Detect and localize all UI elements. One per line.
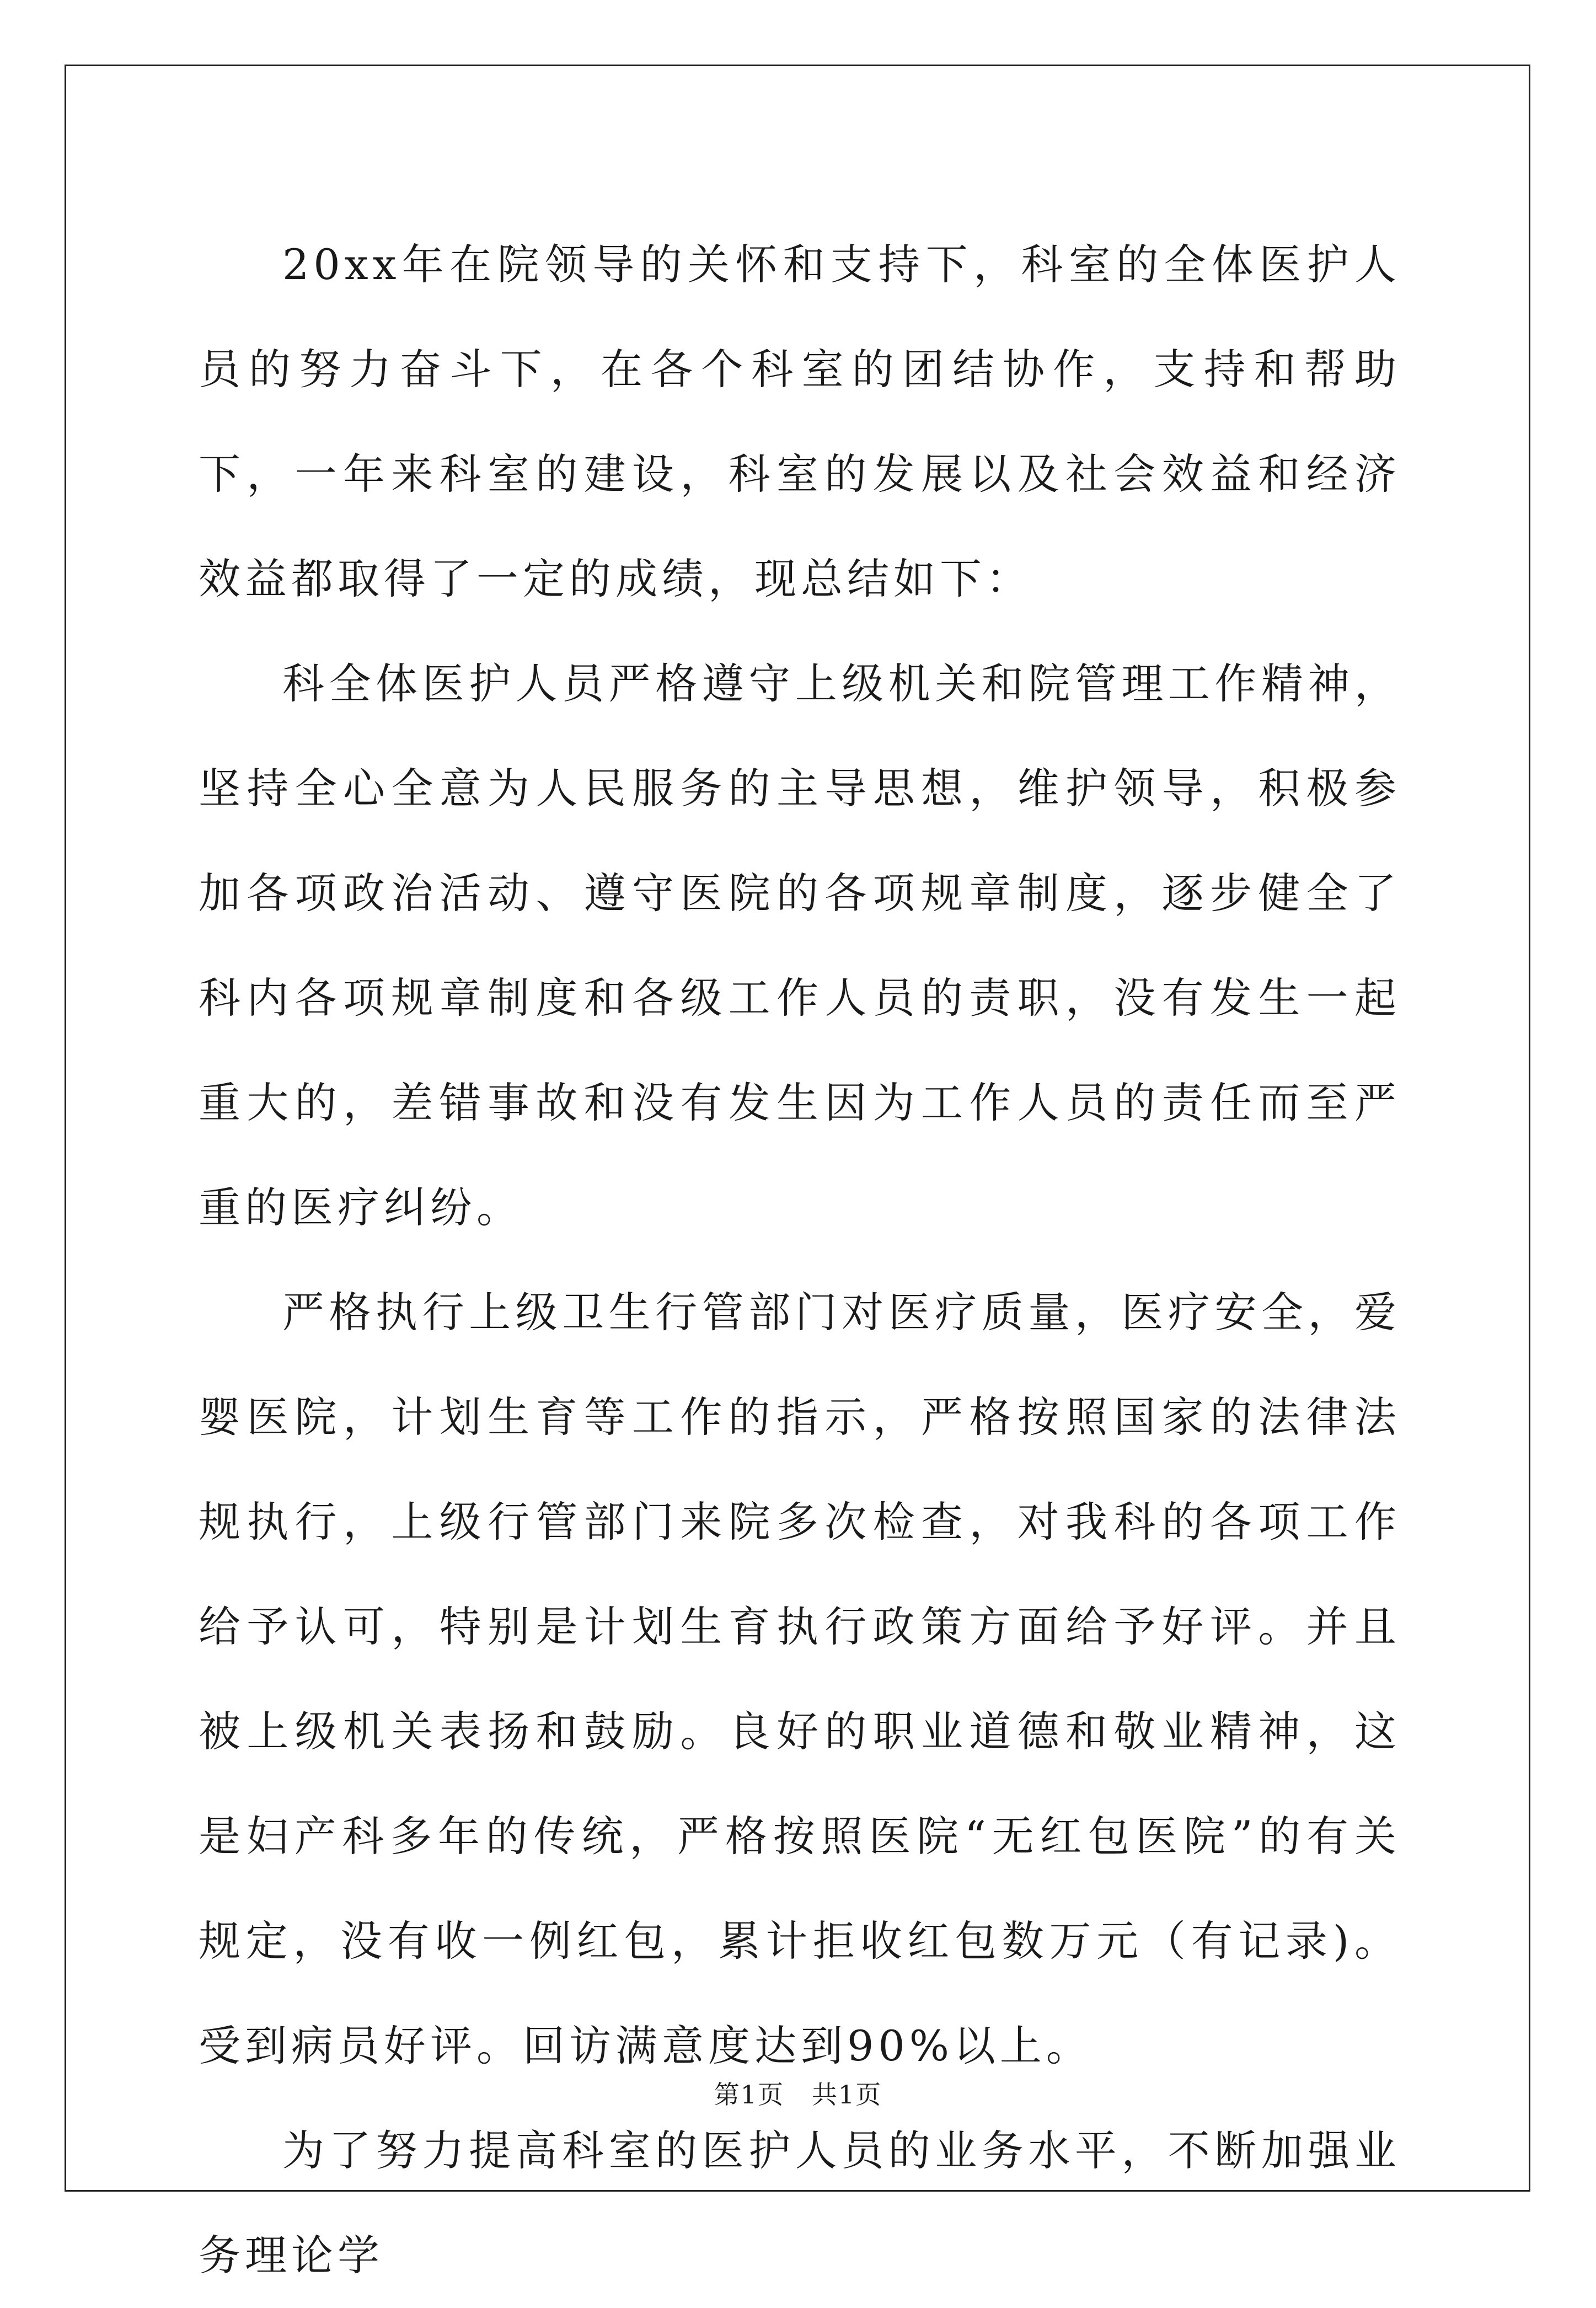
paragraph-discipline: 科全体医护人员严格遵守上级机关和院管理工作精神，坚持全心全意为人民服务的主导思想，维护领导，积极参加各项政治活动、遵守医院的各项规章制度，逐步健全了科内各项规章制度和各级工作人员的责职，没有发生一起重大的，差错事故和没有发生因为工作人员的责任而至严重的医疗纠纷。 [199, 659, 1401, 1232]
paragraph-regulations: 严格执行上级卫生行管部门对医疗质量，医疗安全，爱婴医院，计划生育等工作的指示，严格按照国家的法律法规执行，上级行管部门来院多次检查，对我科的各项工作给予认可，特别是计划生育执行政策方面给予好评。并且被上级机关表扬和鼓励。良好的职业道德和敬业精神，这是妇产科多年的传统，严格按照医院“无红包医院”的有关规定，没有收一例红包，累计拒收红包数万元（有记录)。受到病员好评。回访满意度达到90%以上。 [199, 1288, 1401, 2070]
document-body [199, 212, 1401, 2308]
page-number-footer: 第1页 共1页 [714, 2080, 882, 2109]
paragraph-summary-intro: 20xx年在院领导的关怀和支持下，科室的全体医护人员的努力奋斗下，在各个科室的团结协作，支持和帮助下，一年来科室的建设，科室的发展以及社会效益和经济效益都取得了一定的成绩，现总结如下： [199, 240, 1401, 603]
paragraph-training: 为了努力提高科室的医护人员的业务水平，不断加强业务理论学 [199, 2126, 1401, 2280]
